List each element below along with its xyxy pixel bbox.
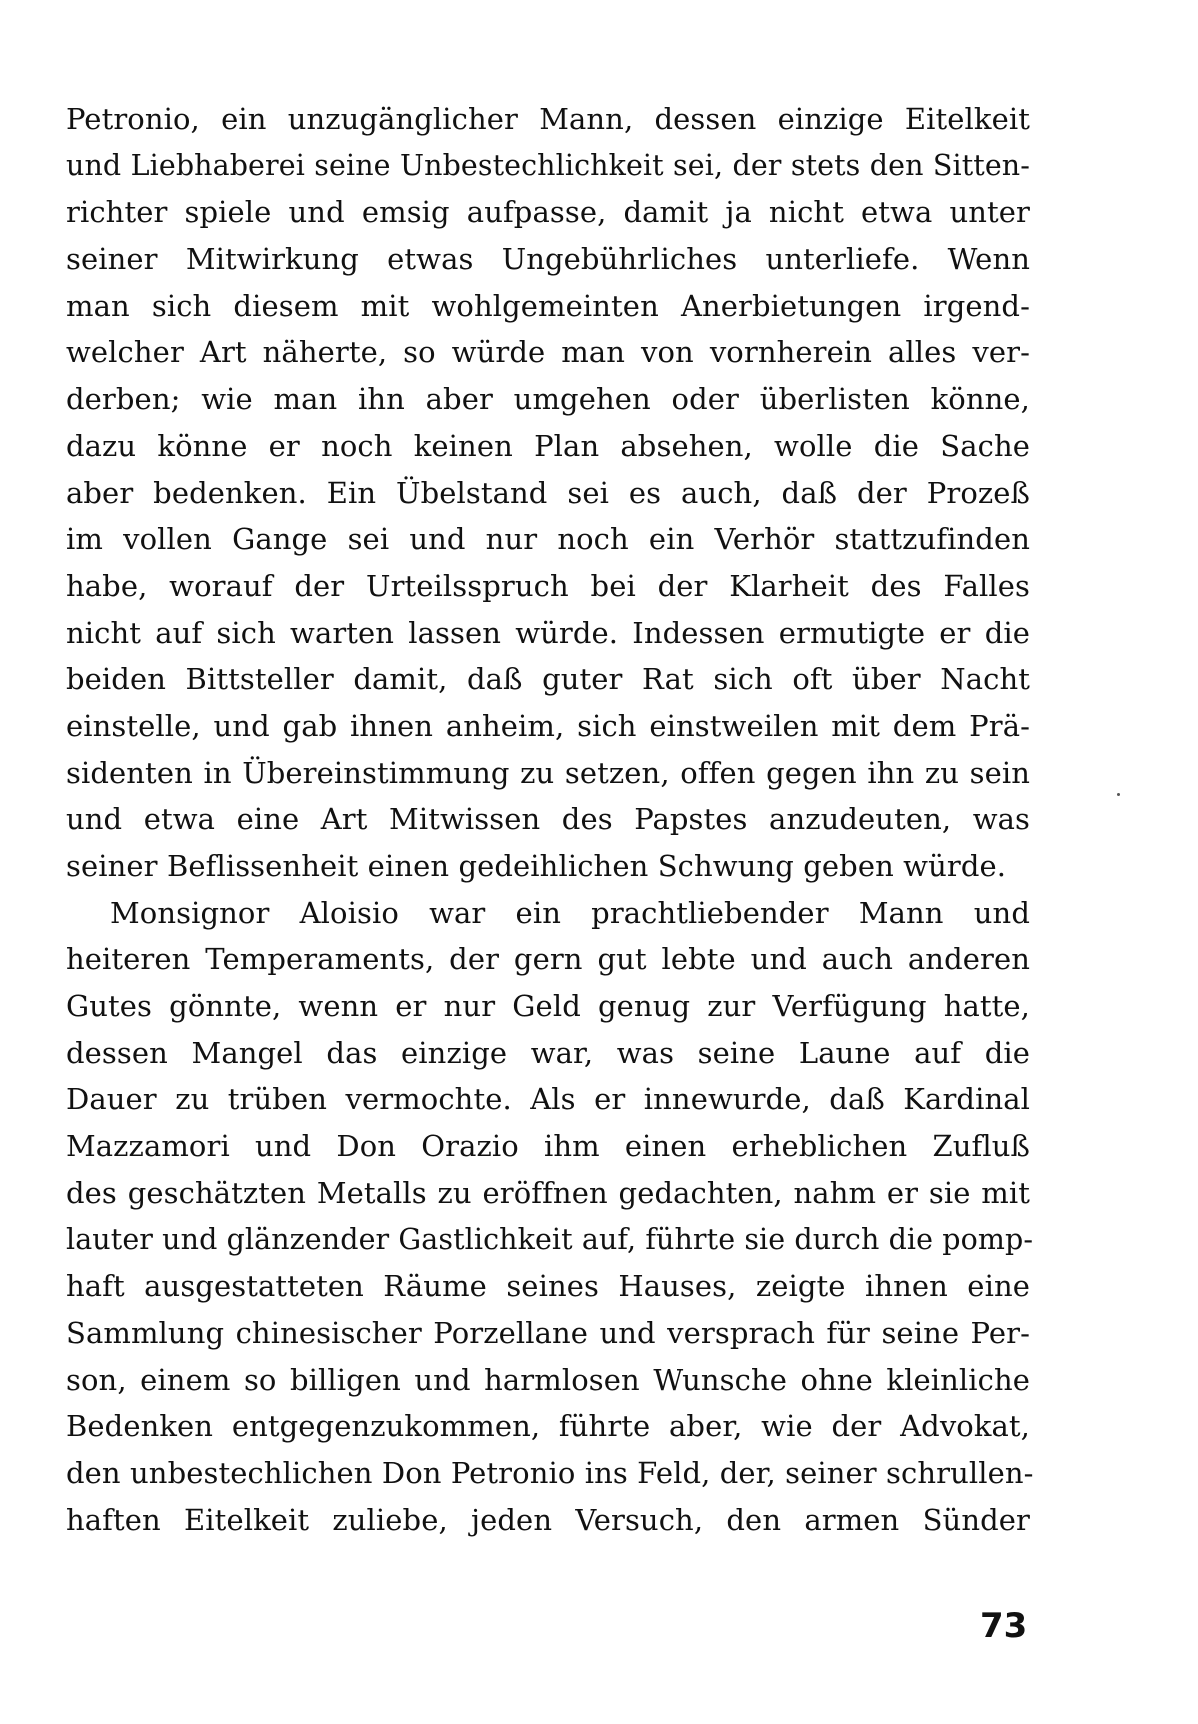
text-line: haften Eitelkeit zuliebe, jeden Versuch, den armen Sünder xyxy=(66,1502,1030,1537)
text-line: aber bedenken. Ein Übelstand sei es auch, daß der Prozeß xyxy=(66,475,1030,510)
text-line: derben; wie man ihn aber umgehen oder überlisten könne, xyxy=(66,382,1030,417)
text-line: dazu könne er noch keinen Plan absehen, wolle die Sache xyxy=(66,428,1030,463)
text-line: nicht auf sich warten lassen würde. Indessen ermutigte er die xyxy=(66,615,1030,650)
text-line: sidenten in Übereinstimmung zu setzen, offen gegen ihn zu sein xyxy=(66,755,1030,790)
text-line: und etwa eine Art Mitwissen des Papstes anzudeuten, was xyxy=(66,802,1030,837)
text-line: den unbestechlichen Don Petronio ins Feld, der, seiner schrullen- xyxy=(66,1455,1034,1490)
text-line: im vollen Gange sei und nur noch ein Verhör stattzufinden xyxy=(66,522,1030,557)
paragraph-start-line: Monsignor Aloisio war ein prachtliebender Mann und xyxy=(110,895,1030,930)
text-line: richter spiele und emsig aufpasse, damit ja nicht etwa unter xyxy=(66,195,1030,230)
text-line: einstelle, und gab ihnen anheim, sich einstweilen mit dem Prä- xyxy=(66,708,1030,743)
text-line: beiden Bittsteller damit, daß guter Rat sich oft über Nacht xyxy=(66,662,1030,697)
text-line: Mazzamori und Don Orazio ihm einen erheblichen Zufluß xyxy=(66,1129,1030,1164)
scan-speck xyxy=(1117,793,1120,796)
text-line: und Liebhaberei seine Unbestechlichkeit sei, der stets den Sitten- xyxy=(66,148,1030,182)
paragraph-end-line: seiner Beflissenheit einen gedeihlichen Schwung geben würde. xyxy=(66,849,1007,883)
text-line: son, einem so billigen und harmlosen Wunsche ohne kleinliche xyxy=(66,1362,1030,1397)
text-line: seiner Mitwirkung etwas Ungebührliches unterliefe. Wenn xyxy=(66,242,1030,277)
text-line: man sich diesem mit wohlgemeinten Anerbietungen irgend- xyxy=(66,288,1030,323)
text-line: Sammlung chinesischer Porzellane und versprach für seine Per- xyxy=(66,1315,1030,1350)
text-line: Petronio, ein unzugänglicher Mann, dessen einzige Eitelkeit xyxy=(66,102,1030,136)
body-text xyxy=(66,96,1034,1543)
text-line: des geschätzten Metalls zu eröffnen gedachten, nahm er sie mit xyxy=(66,1175,1030,1210)
text-line: Bedenken entgegenzukommen, führte aber, wie der Advokat, xyxy=(66,1409,1030,1444)
text-line: dessen Mangel das einzige war, was seine Laune auf die xyxy=(66,1035,1030,1070)
text-line: welcher Art näherte, so würde man von vornherein alles ver- xyxy=(66,335,1030,370)
text-line: habe, worauf der Urteilsspruch bei der Klarheit des Falles xyxy=(66,568,1030,603)
text-line: Gutes gönnte, wenn er nur Geld genug zur Verfügung hatte, xyxy=(66,989,1030,1024)
text-line: Dauer zu trüben vermochte. Als er innewurde, daß Kardinal xyxy=(66,1082,1030,1117)
text-line: lauter und glänzender Gastlichkeit auf, führte sie durch die pomp- xyxy=(66,1222,1034,1256)
page-number: 73 xyxy=(980,1606,1028,1646)
text-line: heiteren Temperaments, der gern gut lebte und auch anderen xyxy=(66,942,1030,977)
text-line: haft ausgestatteten Räume seines Hauses, zeigte ihnen eine xyxy=(66,1269,1030,1304)
